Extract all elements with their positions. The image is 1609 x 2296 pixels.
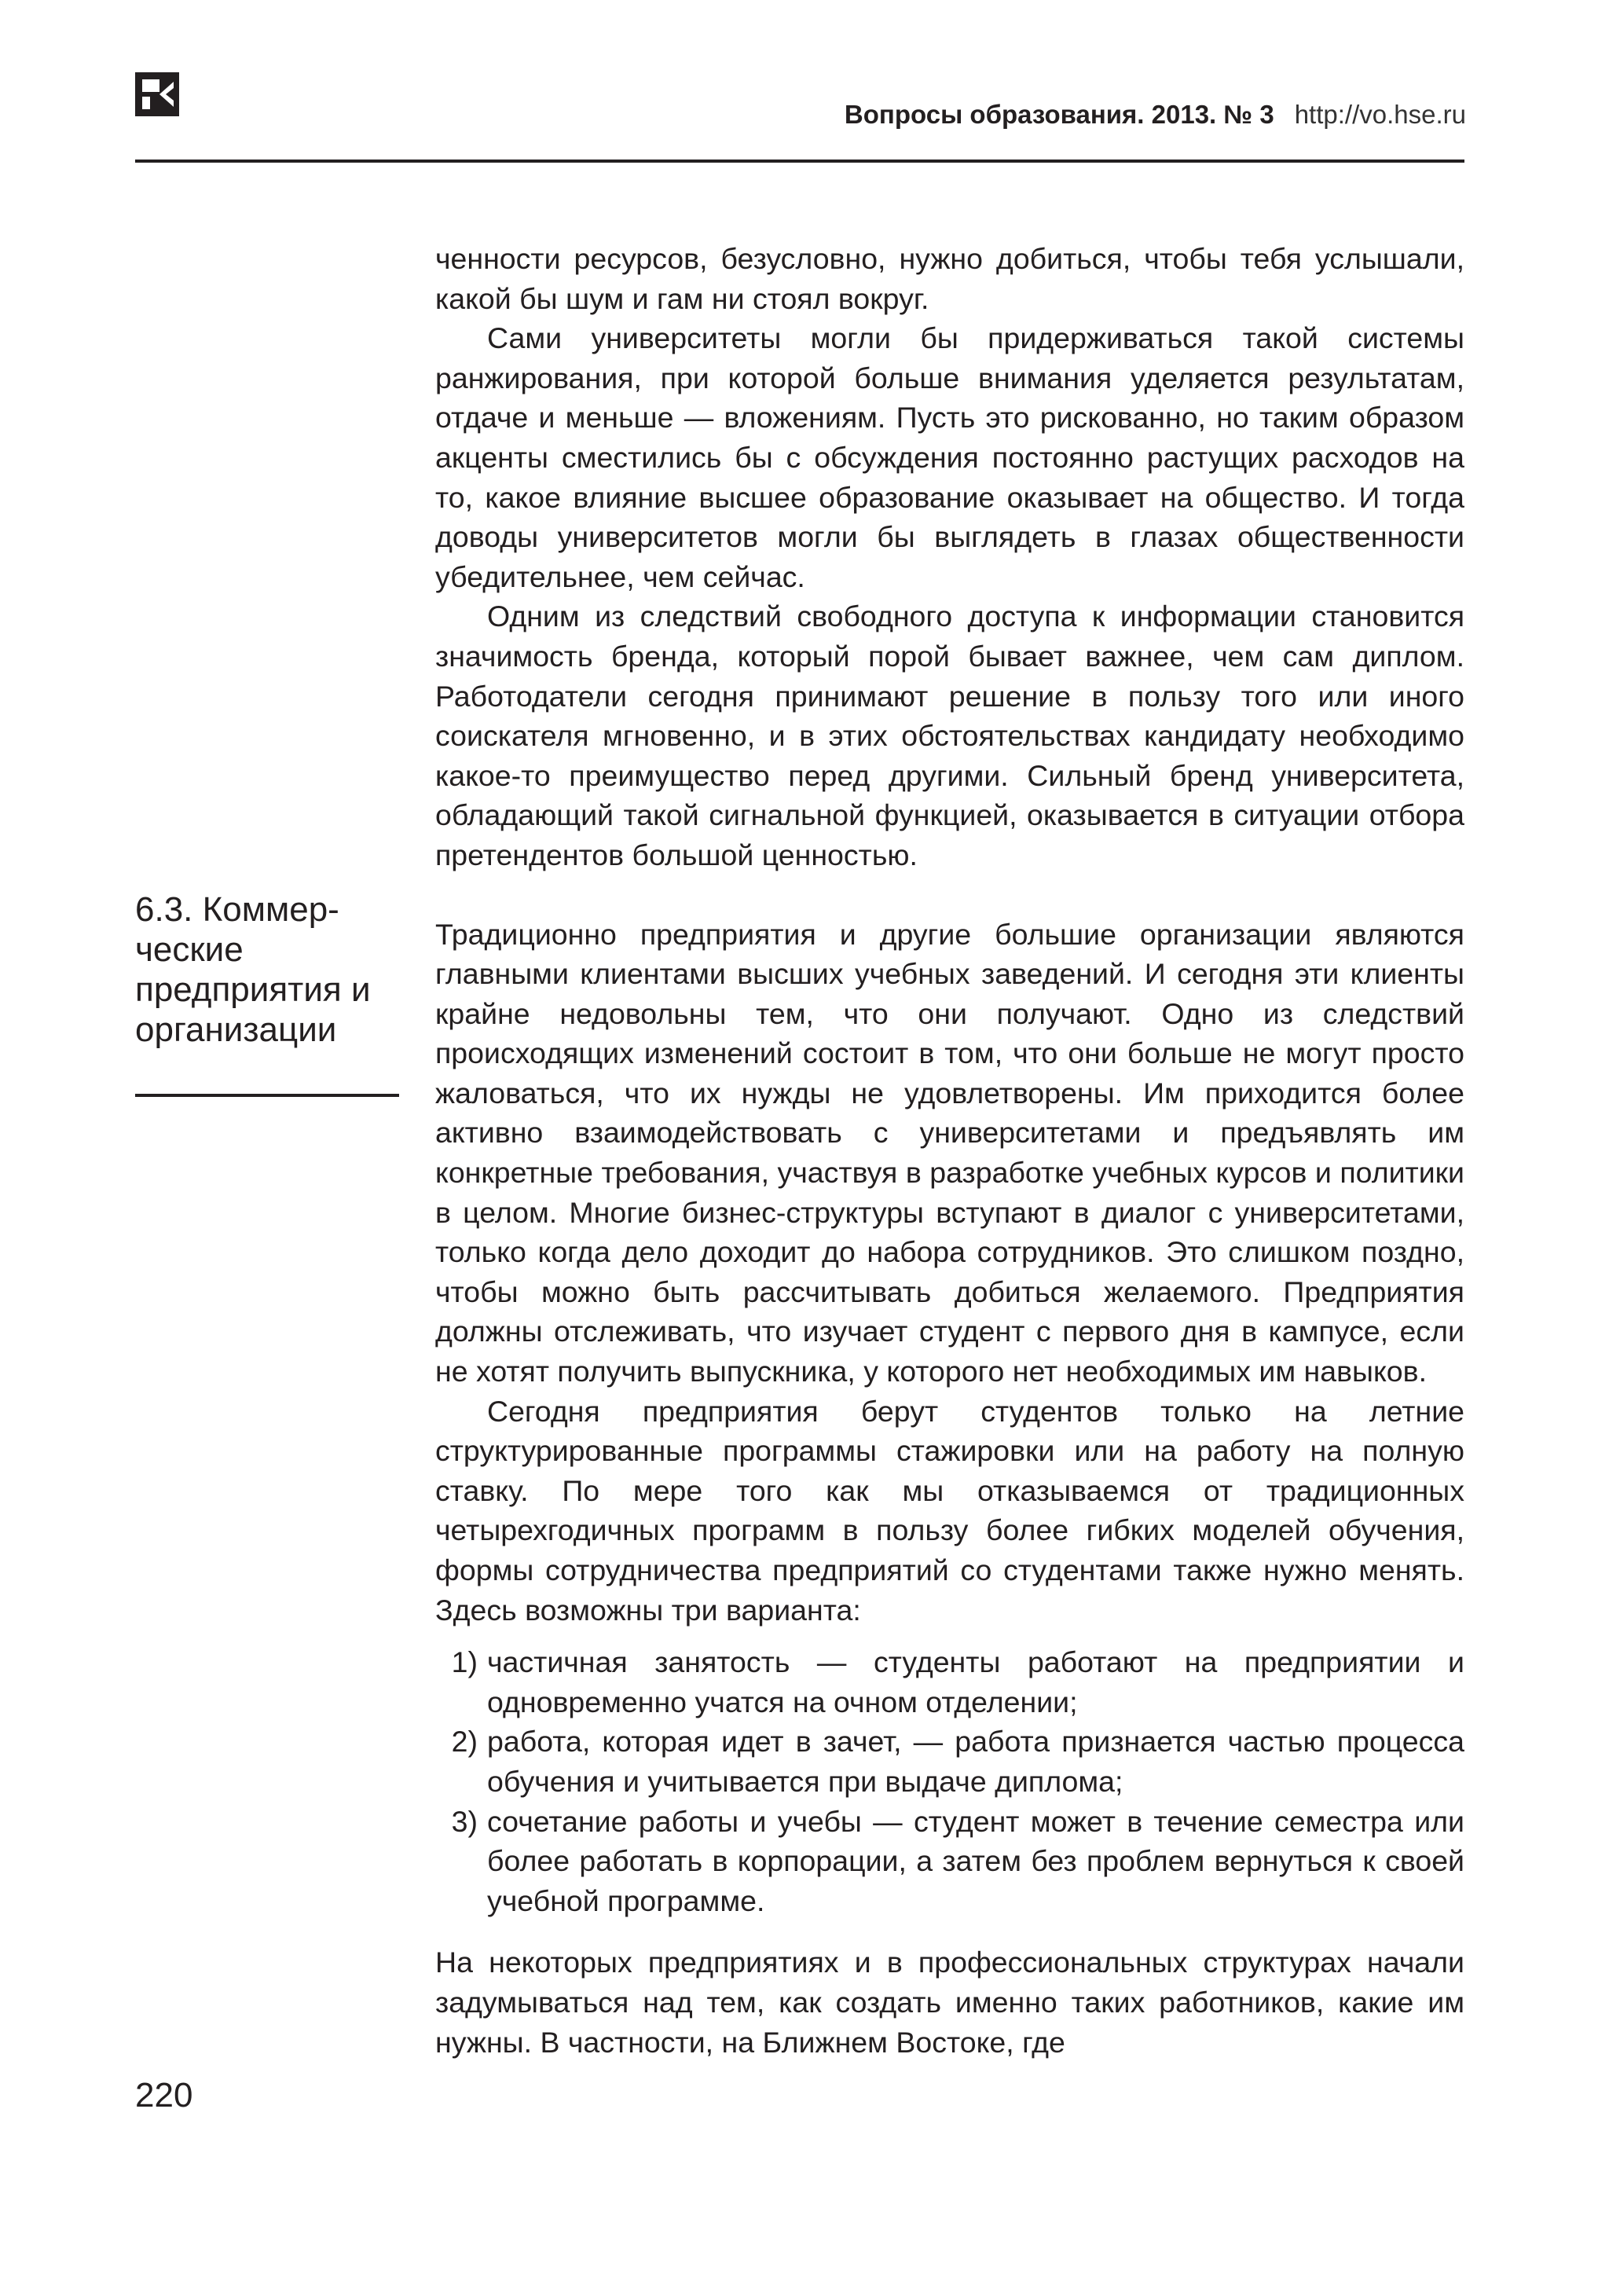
list-item-number: 3) (451, 1804, 478, 1838)
section-first-paragraph: Традиционно предприятия и другие большие организации являются главными клиентами высших учебных заведений. И сегодня эти клиенты крайне недовольны тем, что они получают. Одно из следствий происходящих изменений состоит в том, что они больше не могут просто жаловаться, что их нужды не удовлетворены. Им приходится более активно взаимодействовать с университетами и предъявлять им конкретные требования, участвуя в разработке учебных курсов и политики в целом. Многие бизнес-структуры вступают в диалог с университетами, только когда дело доходит до набора сотрудников. Это слишком поздно, чтобы можно быть рассчитывать добиться желаемого. Предприятия должны отслеживать, что изучает студент с первого дня в кампусе, если не хотят получить выпускника, у которого нет необходимых им навыков. (435, 917, 1464, 1388)
journal-title: Вопросы образования. 2013. № 3 (844, 100, 1274, 129)
section-heading: 6.3. Коммер-ческие предприятия и организации (135, 890, 371, 1049)
header-rule (135, 160, 1464, 163)
list-item-text: работа, которая идет в зачет, — работа признается частью процесса обучения и учитывается при выдаче диплома; (487, 1725, 1464, 1798)
list-item-number: 2) (451, 1725, 478, 1759)
paragraph: Сами университеты могли бы придерживаться такой системы ранжирования, при которой больше внимания уделяется результатам, отдаче и меньше — вложениям. Пусть это рискованно, но таким образом акценты сместились бы с обсуждения постоянно растущих расходов на то, какое влияние высшее образование оказывает на общество. И тогда доводы университетов могли бы выглядеть в глазах общественности убедительнее, чем сейчас. (435, 321, 1464, 593)
list-item (435, 1722, 1464, 1801)
section-heading-rule (135, 1094, 399, 1097)
journal-url[interactable]: http://vo.hse.ru (1294, 100, 1466, 129)
main-text (435, 239, 1464, 2062)
paragraph: На некоторых предприятиях и в профессиональных структурах начали задумываться над тем, как создать именно таких работников, какие им нужны. В частности, на Ближнем Востоке, где (435, 1946, 1464, 2059)
journal-logo-icon (135, 72, 179, 116)
list-item (435, 1642, 1464, 1722)
numbered-list (435, 1642, 1464, 1920)
list-item-number: 1) (451, 1645, 478, 1679)
paragraph: Одним из следствий свободного доступа к информации становится значимость бренда, который порой бывает важнее, чем сам диплом. Работодатели сегодня принимают решение в пользу того или иного соискателя мгновенно, и в этих обстоятельствах кандидату необходимо какое-то преимущество перед другими. Сильный бренд университета, обладающий такой сигнальной функцией, оказывается в ситуации отбора претендентов большой ценностью. (435, 600, 1464, 871)
running-header (845, 99, 1466, 130)
list-item-text: частичная занятость — студенты работают на предприятии и одновременно учатся на очном отделении; (487, 1645, 1464, 1718)
paragraph: ченности ресурсов, безусловно, нужно добиться, чтобы тебя услышали, какой бы шум и гам ни стоял вокруг. (435, 242, 1464, 315)
page-number: 220 (135, 2076, 193, 2114)
list-item-text: сочетание работы и учебы — студент может в течение семестра или более работать в корпорации, а затем без проблем вернуться к своей учебной программе. (487, 1804, 1464, 1917)
list-item (435, 1802, 1464, 1921)
paragraph: Сегодня предприятия берут студентов только на летние структурированные программы стажировки или на работу на полную ставку. По мере того как мы отказываемся от традиционных четырехгодичных программ в пользу более гибких моделей обучения, формы сотрудничества предприятий со студентами также нужно менять. Здесь возможны три варианта: (435, 1394, 1464, 1627)
